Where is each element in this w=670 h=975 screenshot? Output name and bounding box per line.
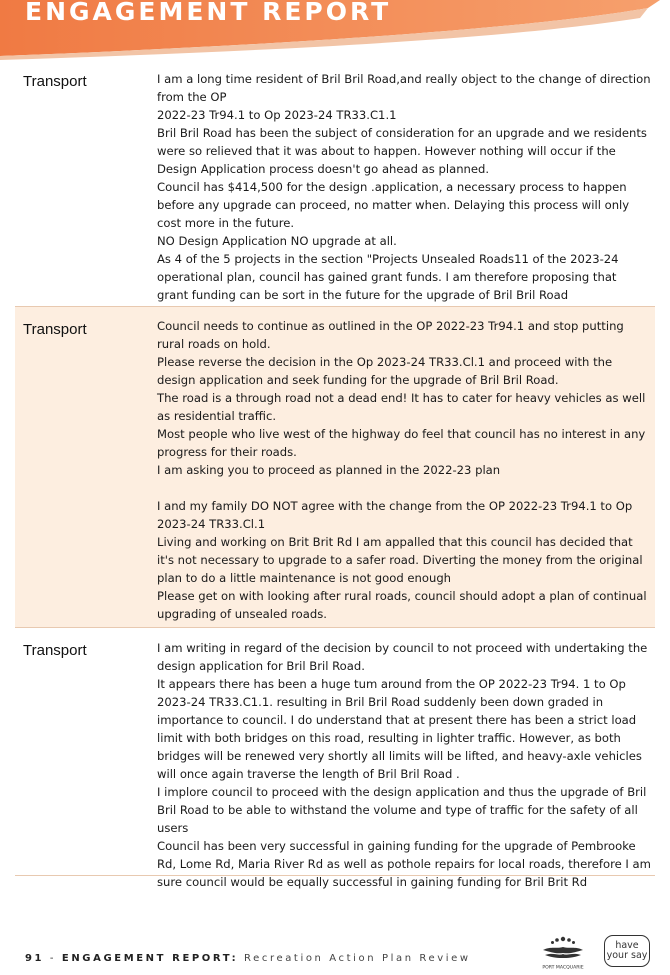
council-logo-text: PORT MACQUARIE [542, 965, 584, 970]
category-label: Transport [23, 73, 87, 90]
page-number: 91 [25, 953, 45, 964]
category-label: Transport [23, 642, 87, 659]
category-label: Transport [23, 321, 87, 338]
have-your-say-badge [604, 935, 650, 967]
submission-text: Council needs to continue as outlined in the OP 2022-23 Tr94.1 and stop putting rural roads on hold. Please reverse the decision in the Op 2023-24 TR33.Cl.1 and proceed with the design application and seek funding for the upgrade of Bril Bril Road. The road is a through road not a dead end! It has to cater for heavy vehicles as well as residential traffic. Most people who live west of the highway do feel that council has no interest in any progress for their roads. I am asking you to proceed as planned in the 2022-23 plan I and my family DO NOT agree with the change from the OP 2022-23 Tr94.1 to Op 2023-24 TR33.Cl.1 Living and working on Brit Brit Rd I am appalled that this council has decided that it's not necessary to upgrade to a safer road. Diverting the money from the original plan to do a little maintenance is not good enough Please get on with looking after rural roads, council should adopt a plan of continual upgrading of unsealed roads. [157, 319, 647, 621]
footer-heading: ENGAGEMENT REPORT: [61, 953, 239, 964]
table-row [15, 307, 655, 628]
badge-line-2: your say [606, 950, 648, 961]
page-title: ENGAGEMENT REPORT [25, 0, 392, 26]
submission-text: I am writing in regard of the decision by council to not proceed with undertaking the design application for Bril Bril Road. It appears there has been a huge tum around from the OP 2022-23 Tr94. 1 to Op 2023-24 TR33.C1.1. resulting in Bril Bril Road suddenly been down graded in importance to council. I do understand that at present there has been a strict load limit with both bridges on this road, resulting in lighter traffic. However, as both bridges will be renewed very shortly all limits will be lifted, and heavy-axle vehicles will once again traverse the length of Bril Bril Road . I implore council to proceed with the design application and thus the upgrade of Bril Bril Road to be able to withstand the volume and type of traffic for the safety of all users Council has been very successful in gaining funding for the upgrade of Pembrooke Rd, Lome Rd, Maria River Rd as well as pothole repairs for local roads, therefore I am sure council would be equally successful in gaining funding for Bril Brit Rd [157, 641, 651, 889]
council-logo-icon [533, 930, 593, 970]
header-banner [0, 0, 670, 62]
footer-subheading: Recreation Action Plan Review [238, 953, 471, 964]
badge-line-1: have [615, 940, 639, 951]
table-row [15, 62, 655, 307]
council-logo [533, 930, 593, 970]
submissions-table [15, 62, 655, 889]
footer-separator: - [44, 953, 62, 964]
table-row [15, 628, 655, 889]
submission-text: I am a long time resident of Bril Bril Road,and really object to the change of direction from the OP 2022-23 Tr94.1 to Op 2023-24 TR33.C1.1 Bril Bril Road has been the subject of consideration for an upgrade and we residents were so relieved that it was about to happen. However nothing will occur if the Design Application process doesn't go ahead as planned. Council has $414,500 for the design .application, a necessary process to happen before any upgrade can proceed, no matter when. Delaying this process will only cost more in the future. NO Design Application NO upgrade at all. As 4 of the 5 projects in the section "Projects Unsealed Roads11 of the 2023-24 operational plan, council has gained grant funds. I am therefore proposing that grant funding can be sort in the future for the upgrade of Bril Bril Road [157, 72, 651, 302]
footer [25, 953, 471, 964]
